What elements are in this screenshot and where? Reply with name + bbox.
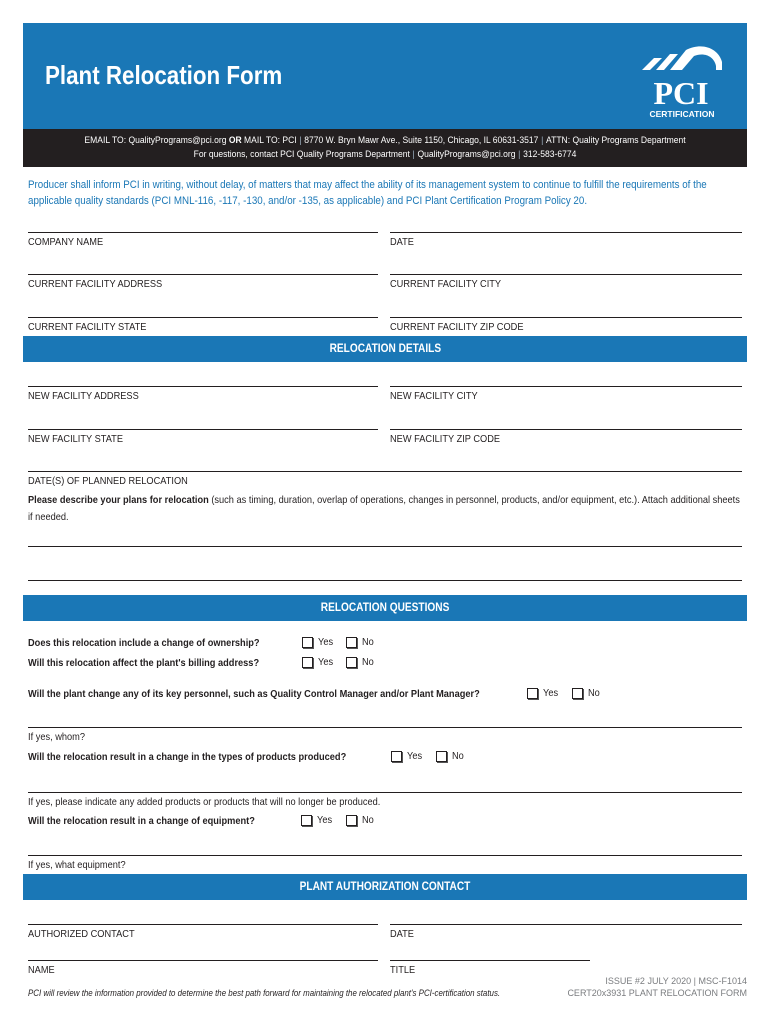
new-address-field[interactable] bbox=[28, 386, 378, 387]
current-zip-field[interactable] bbox=[390, 317, 742, 318]
mail-to: MAIL TO: PCI bbox=[244, 135, 297, 146]
pci-logo bbox=[636, 40, 726, 120]
current-city-label: CURRENT FACILITY CITY bbox=[390, 278, 502, 290]
company-name-label: COMPANY NAME bbox=[28, 236, 104, 248]
authorized-contact-field[interactable] bbox=[28, 924, 378, 925]
ownership-yes[interactable]: Yes bbox=[302, 636, 335, 648]
equipment-followup-label: If yes, what equipment? bbox=[28, 859, 126, 871]
relocation-questions-header: RELOCATION QUESTIONS bbox=[23, 595, 747, 621]
title-field[interactable] bbox=[390, 960, 590, 961]
checkbox-icon[interactable] bbox=[527, 688, 538, 699]
issue-info bbox=[567, 975, 747, 999]
new-city-label: NEW FACILITY CITY bbox=[390, 390, 478, 402]
billing-yes[interactable]: Yes bbox=[302, 656, 335, 668]
name-label: NAME bbox=[28, 964, 55, 976]
personnel-answer-line[interactable] bbox=[28, 727, 742, 728]
title-label: TITLE bbox=[390, 964, 416, 976]
relocation-details-header: RELOCATION DETAILS bbox=[23, 336, 747, 362]
attn: ATTN: Quality Programs Department bbox=[546, 135, 686, 146]
checkbox-icon[interactable] bbox=[346, 815, 357, 826]
question-ownership: Does this relocation include a change of ownership? bbox=[28, 637, 260, 649]
questions-contact: For questions, contact PCI Quality Programs Department bbox=[193, 148, 410, 160]
question-equipment: Will the relocation result in a change of equipment? bbox=[28, 815, 255, 827]
issue-number: ISSUE #2 JULY 2020 | MSC-F1014 bbox=[605, 976, 747, 986]
new-zip-label: NEW FACILITY ZIP CODE bbox=[390, 433, 501, 445]
form-title: Plant Relocation Form bbox=[45, 60, 283, 90]
authorized-contact-label: AUTHORIZED CONTACT bbox=[28, 928, 135, 940]
new-zip-field[interactable] bbox=[390, 429, 742, 430]
authorization-contact-header: PLANT AUTHORIZATION CONTACT bbox=[23, 874, 747, 900]
checkbox-icon[interactable] bbox=[301, 815, 312, 826]
describe-plans-line-2[interactable] bbox=[28, 580, 742, 581]
current-state-field[interactable] bbox=[28, 317, 378, 318]
mail-address: 8770 W. Bryn Mawr Ave., Suite 1150, Chicago, IL 60631-3517 bbox=[304, 135, 539, 146]
current-address-label: CURRENT FACILITY ADDRESS bbox=[28, 278, 163, 290]
checkbox-icon[interactable] bbox=[572, 688, 583, 699]
products-answer-line[interactable] bbox=[28, 792, 742, 793]
checkbox-icon[interactable] bbox=[346, 657, 357, 668]
equipment-yes[interactable]: Yes bbox=[301, 814, 334, 826]
checkbox-icon[interactable] bbox=[302, 637, 313, 648]
question-personnel: Will the plant change any of its key personnel, such as Quality Control Manager and/or Plant Manager? bbox=[28, 688, 480, 700]
describe-plans-bold: Please describe your plans for relocation bbox=[28, 494, 209, 506]
billing-no[interactable]: No bbox=[346, 656, 375, 668]
contact-bar bbox=[23, 129, 747, 167]
form-identifier: CERT20x3931 PLANT RELOCATION FORM bbox=[567, 988, 747, 998]
personnel-yes[interactable]: Yes bbox=[527, 687, 560, 699]
or-word: OR bbox=[228, 135, 242, 146]
checkbox-icon[interactable] bbox=[346, 637, 357, 648]
products-followup-label: If yes, please indicate any added products or products that will no longer be produced. bbox=[28, 796, 381, 808]
company-name-field[interactable] bbox=[28, 232, 378, 233]
current-address-field[interactable] bbox=[28, 274, 378, 275]
describe-plans-line-1[interactable] bbox=[28, 546, 742, 547]
date-field[interactable] bbox=[390, 232, 742, 233]
contact-line-1: EMAIL TO: QualityPrograms@pci.org OR MAIL TO: PCI | 8770 W. Bryn Mawr Ave., Suite 1150, Chicago, IL 60631-3517 | ATTN: Quality Programs Department bbox=[84, 135, 686, 146]
checkbox-icon[interactable] bbox=[436, 751, 447, 762]
name-field[interactable] bbox=[28, 960, 378, 961]
authorization-date-label: DATE bbox=[390, 928, 414, 940]
current-zip-label: CURRENT FACILITY ZIP CODE bbox=[390, 321, 524, 333]
planned-dates-label: DATE(S) OF PLANNED RELOCATION bbox=[28, 475, 188, 487]
new-state-field[interactable] bbox=[28, 429, 378, 430]
new-city-field[interactable] bbox=[390, 386, 742, 387]
date-label: DATE bbox=[390, 236, 414, 248]
ownership-no[interactable]: No bbox=[346, 636, 375, 648]
question-products: Will the relocation result in a change in the types of products produced? bbox=[28, 751, 347, 763]
question-billing: Will this relocation affect the plant's billing address? bbox=[28, 657, 260, 669]
personnel-followup-label: If yes, whom? bbox=[28, 731, 86, 743]
new-state-label: NEW FACILITY STATE bbox=[28, 433, 123, 445]
describe-plans-prompt bbox=[28, 492, 741, 526]
checkbox-icon[interactable] bbox=[391, 751, 402, 762]
email-to: EMAIL TO: QualityPrograms@pci.org bbox=[84, 135, 227, 146]
checkbox-icon[interactable] bbox=[302, 657, 313, 668]
authorization-date-field[interactable] bbox=[390, 924, 742, 925]
logo-text: PCI bbox=[653, 75, 709, 111]
current-state-label: CURRENT FACILITY STATE bbox=[28, 321, 147, 333]
describe-plans-rest: (such as timing, duration, overlap of operations, changes in personnel, products, and/or equipment, etc.). Attach additional sheets if needed. bbox=[28, 494, 740, 523]
contact-line-2: For questions, contact PCI Quality Programs Department | QualityPrograms@pci.org | 312-583-6774 bbox=[193, 148, 577, 160]
equipment-answer-line[interactable] bbox=[28, 855, 742, 856]
personnel-no[interactable]: No bbox=[572, 687, 601, 699]
planned-dates-field[interactable] bbox=[28, 471, 742, 472]
contact-phone: 312-583-6774 bbox=[523, 148, 577, 160]
products-yes[interactable]: Yes bbox=[391, 750, 424, 762]
footer-note: PCI will review the information provided to determine the best path forward for maintaining the relocated plant's PCI-certification status. bbox=[28, 988, 501, 998]
products-no[interactable]: No bbox=[436, 750, 465, 762]
equipment-no[interactable]: No bbox=[346, 814, 375, 826]
contact-email[interactable]: QualityPrograms@pci.org bbox=[417, 148, 516, 160]
current-city-field[interactable] bbox=[390, 274, 742, 275]
intro-text: Producer shall inform PCI in writing, without delay, of matters that may affect the ability of its management system to continue to fulfill the requirements of the applicable quality standards (PCI MNL-116, -117, -130, and/or -135, as applicable) and PCI Plant Certification Program Policy 20. bbox=[28, 179, 707, 207]
logo-subtext: CERTIFICATION bbox=[649, 109, 715, 119]
new-address-label: NEW FACILITY ADDRESS bbox=[28, 390, 139, 402]
